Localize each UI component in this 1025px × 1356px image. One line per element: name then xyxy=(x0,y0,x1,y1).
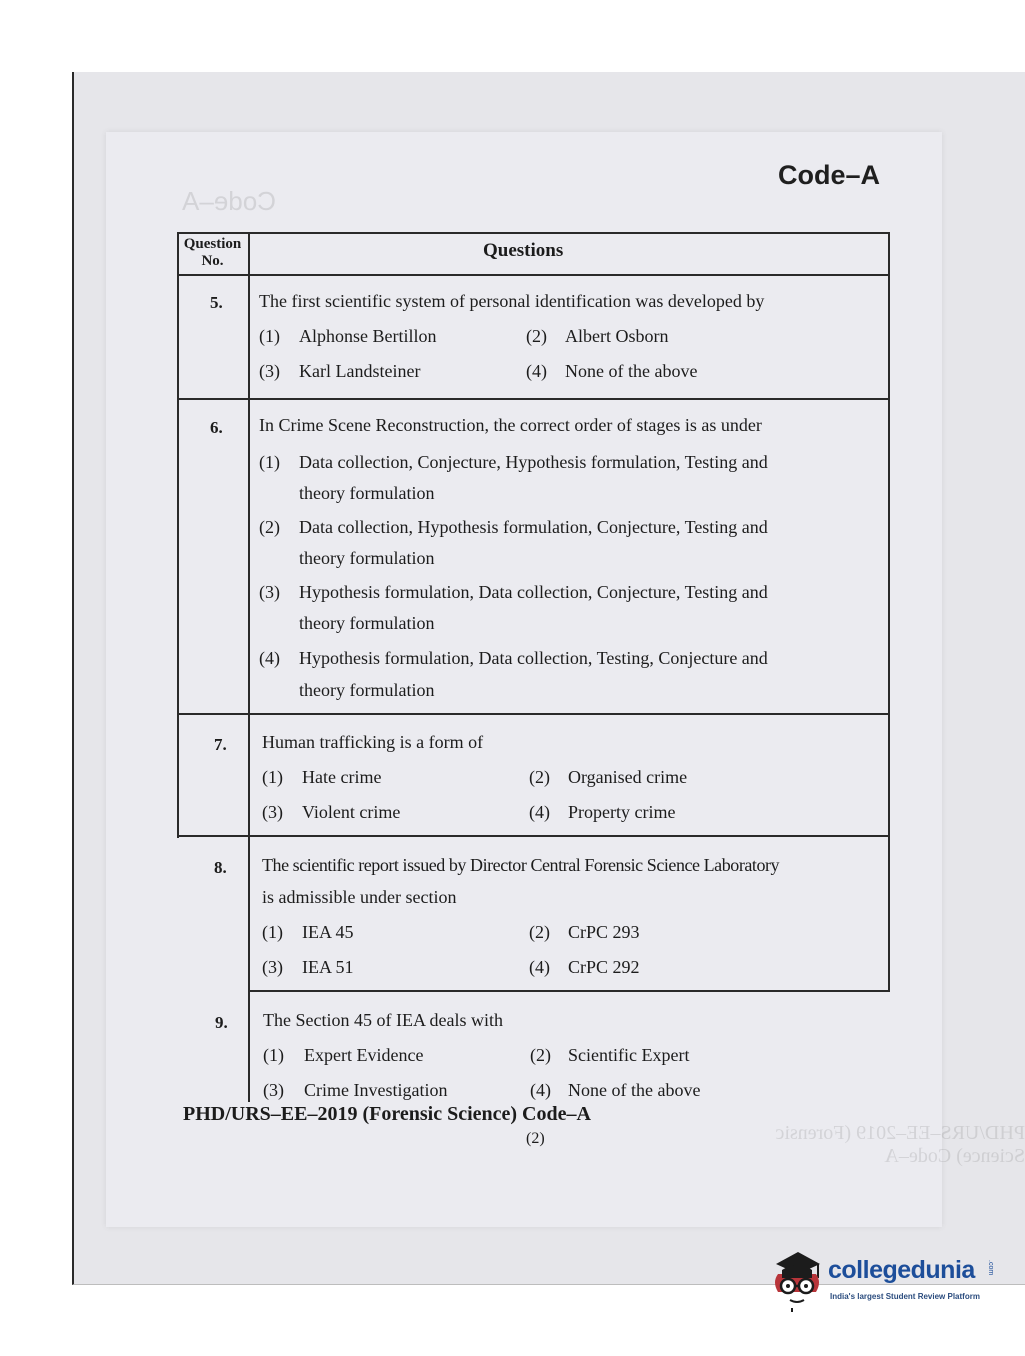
question-text: Human trafficking is a form of xyxy=(262,732,484,752)
watermark-domain: .com xyxy=(987,1260,994,1276)
option-text: None of the above xyxy=(565,361,698,381)
option-number: (4) xyxy=(529,957,550,977)
option-text: Hate crime xyxy=(302,767,382,787)
watermark-tagline: India's largest Student Review Platform xyxy=(830,1292,980,1301)
option-number: (4) xyxy=(526,361,547,381)
option-number: (4) xyxy=(259,648,280,668)
option-text: IEA 51 xyxy=(302,957,354,977)
option-number: (2) xyxy=(530,1045,551,1065)
table-top-border xyxy=(177,232,890,234)
table-right-border xyxy=(888,232,890,992)
option-number: (1) xyxy=(259,452,280,472)
column-header-questions: Questions xyxy=(483,240,564,261)
option-number: (4) xyxy=(529,802,550,822)
option-number: (3) xyxy=(262,957,283,977)
option-number: (3) xyxy=(263,1080,284,1100)
option-text: Crime Investigation xyxy=(304,1080,448,1100)
option-number: (1) xyxy=(262,767,283,787)
option-text: Hypothesis formulation, Data collection, Testing, Conjecture and xyxy=(299,648,768,668)
option-text-continued: theory formulation xyxy=(299,548,435,568)
option-number: (2) xyxy=(259,517,280,537)
option-text: IEA 45 xyxy=(302,922,354,942)
option-number: (3) xyxy=(259,582,280,602)
paper-code: Code–A xyxy=(778,160,881,190)
column-header-question-no: Question No. xyxy=(183,236,242,269)
row-divider xyxy=(248,990,890,992)
option-text: Data collection, Hypothesis formulation, Conjecture, Testing and xyxy=(299,517,768,537)
table-header-border xyxy=(177,274,890,276)
option-number: (2) xyxy=(526,326,547,346)
option-text: Expert Evidence xyxy=(304,1045,424,1065)
question-number: 6. xyxy=(210,418,223,437)
option-text: None of the above xyxy=(568,1080,701,1100)
bleed-through-footer: PHD/URS–EE–2019 (Forensic Science) Code–A xyxy=(775,1122,1025,1167)
question-number: 8. xyxy=(214,858,227,877)
row-divider xyxy=(177,835,890,837)
question-text: The scientific report issued by Director Central Forensic Science Laboratory xyxy=(262,855,780,875)
option-text-continued: theory formulation xyxy=(299,680,435,700)
option-text: CrPC 292 xyxy=(568,957,640,977)
option-text: Hypothesis formulation, Data collection, Conjecture, Testing and xyxy=(299,582,768,602)
option-number: (3) xyxy=(259,361,280,381)
question-text-continued: is admissible under section xyxy=(262,887,457,907)
option-number: (2) xyxy=(529,922,550,942)
option-text: Alphonse Bertillon xyxy=(299,326,437,346)
option-text: Data collection, Conjecture, Hypothesis formulation, Testing and xyxy=(299,452,768,472)
option-number: (3) xyxy=(262,802,283,822)
bleed-through-code: Code–A xyxy=(182,186,276,216)
question-number: 9. xyxy=(215,1013,228,1032)
option-number: (1) xyxy=(263,1045,284,1065)
paper-footer-title: PHD/URS–EE–2019 (Forensic Science) Code–A xyxy=(183,1103,591,1125)
question-number: 5. xyxy=(210,293,223,312)
option-text-continued: theory formulation xyxy=(299,613,435,633)
option-number: (1) xyxy=(262,922,283,942)
question-text: The first scientific system of personal identification was developed by xyxy=(259,291,765,311)
collegedunia-watermark xyxy=(768,1248,998,1318)
option-number: (1) xyxy=(259,326,280,346)
table-column-divider xyxy=(248,232,250,1102)
option-text: Albert Osborn xyxy=(565,326,669,346)
option-text: Karl Landsteiner xyxy=(299,361,421,381)
row-divider xyxy=(177,398,890,400)
option-text: CrPC 293 xyxy=(568,922,640,942)
option-text: Scientific Expert xyxy=(568,1045,690,1065)
row-divider xyxy=(177,713,890,715)
option-text-continued: theory formulation xyxy=(299,483,435,503)
watermark-brand: collegedunia xyxy=(828,1256,975,1284)
page-number: (2) xyxy=(526,1130,545,1147)
option-text: Property crime xyxy=(568,802,676,822)
option-number: (4) xyxy=(530,1080,551,1100)
question-number: 7. xyxy=(214,735,227,754)
option-text: Violent crime xyxy=(302,802,401,822)
question-text: The Section 45 of IEA deals with xyxy=(263,1010,503,1030)
option-number: (2) xyxy=(529,767,550,787)
table-left-border xyxy=(177,232,179,838)
questions-table xyxy=(177,232,890,1102)
question-text: In Crime Scene Reconstruction, the correct order of stages is as under xyxy=(259,415,762,435)
option-text: Organised crime xyxy=(568,767,688,787)
mascot-icon xyxy=(768,1248,826,1312)
